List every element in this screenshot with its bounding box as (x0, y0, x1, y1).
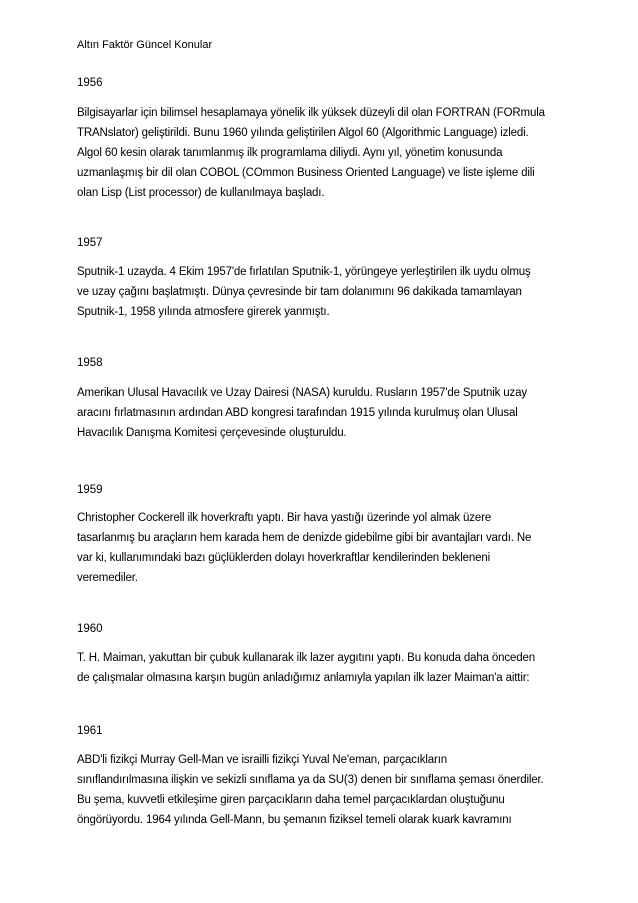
paragraph-1958 (77, 383, 567, 443)
year-heading-1956: 1956 (77, 77, 103, 89)
paragraph-line: Havacılık Danışma Komitesi çerçevesinde oluşturuldu. (77, 427, 347, 439)
year-heading-1960: 1960 (77, 623, 103, 635)
paragraph-line: Sputnik-1 uzayda. 4 Ekim 1957'de fırlatılan Sputnik-1, yörüngeye yerleştirilen ilk uydu olmuş (77, 266, 531, 278)
paragraph-line: TRANslator) geliştirildi. Bunu 1960 yılında geliştirilen Algol 60 (Algorithmic Language) izledi. (77, 127, 529, 139)
paragraph-line: olan Lisp (List processor) de kullanılmaya başladı. (77, 187, 325, 199)
paragraph-line: Sputnik-1, 1958 yılında atmosfere girerek yanmıştı. (77, 306, 330, 318)
paragraph-line: Christopher Cockerell ilk hoverkraftı yaptı. Bir hava yastığı üzerinde yol almak üzere (77, 512, 492, 524)
year-heading-1958: 1958 (77, 357, 103, 369)
paragraph-1959 (77, 508, 567, 588)
year-heading-1959: 1959 (77, 484, 103, 496)
page-header: Altın Faktör Güncel Konular (77, 39, 213, 51)
paragraph-line: T. H. Maiman, yakuttan bir çubuk kullanarak ilk lazer aygıtını yaptı. Bu konuda daha önceden (77, 652, 535, 664)
year-heading-1957: 1957 (77, 237, 103, 249)
paragraph-line: uzmanlaşmış bir dil olan COBOL (COmmon Business Oriented Language) ve liste işleme dili (77, 167, 535, 179)
paragraph-1961 (77, 750, 567, 830)
paragraph-line: de çalışmalar olmasına karşın bugün anladığımız anlamıyla yapılan ilk lazer Maiman'a aittir: (77, 672, 530, 684)
paragraph-line: veremediler. (77, 572, 138, 584)
paragraph-line: aracını fırlatmasının ardından ABD kongresi tarafından 1915 yılında kurulmuş olan Ulusal (77, 407, 518, 419)
paragraph-1957 (77, 262, 567, 322)
paragraph-line: var ki, kullanımındaki bazı güçlüklerden dolayı hoverkraftlar kendilerinden bekleneni (77, 552, 490, 564)
paragraph-line: ve uzay çağını başlatmıştı. Dünya çevresinde bir tam dolanımını 96 dakikada tamamlayan (77, 286, 522, 298)
paragraph-line: Bilgisayarlar için bilimsel hesaplamaya yönelik ilk yüksek düzeyli dil olan FORTRAN (FORmula (77, 107, 545, 119)
paragraph-line: öngörüyordu. 1964 yılında Gell-Mann, bu şemanın fiziksel temeli olarak kuark kavramını (77, 814, 512, 826)
paragraph-line: ABD'li fizikçi Murray Gell-Man ve israilli fizikçi Yuval Ne'eman, parçacıkların (77, 754, 448, 766)
year-heading-1961: 1961 (77, 725, 103, 737)
paragraph-line: sınıflandırılmasına ilişkin ve sekizli sınıflama ya da SU(3) denen bir sınıflama şeması önerdiler. (77, 774, 544, 786)
paragraph-line: Amerikan Ulusal Havacılık ve Uzay Dairesi (NASA) kuruldu. Rusların 1957'de Sputnik uzay (77, 387, 527, 399)
paragraph-1956 (77, 103, 567, 203)
paragraph-1960 (77, 648, 567, 688)
paragraph-line: Bu şema, kuvvetli etkileşime giren parçacıkların daha temel parçacıklardan oluştuğunu (77, 794, 505, 806)
paragraph-line: Algol 60 kesin olarak tanımlanmış ilk programlama diliydi. Aynı yıl, yönetim konusunda (77, 147, 503, 159)
paragraph-line: tasarlanmış bu araçların hem karada hem de denizde gidebilme gibi bir avantajları vardı. Ne (77, 532, 532, 544)
